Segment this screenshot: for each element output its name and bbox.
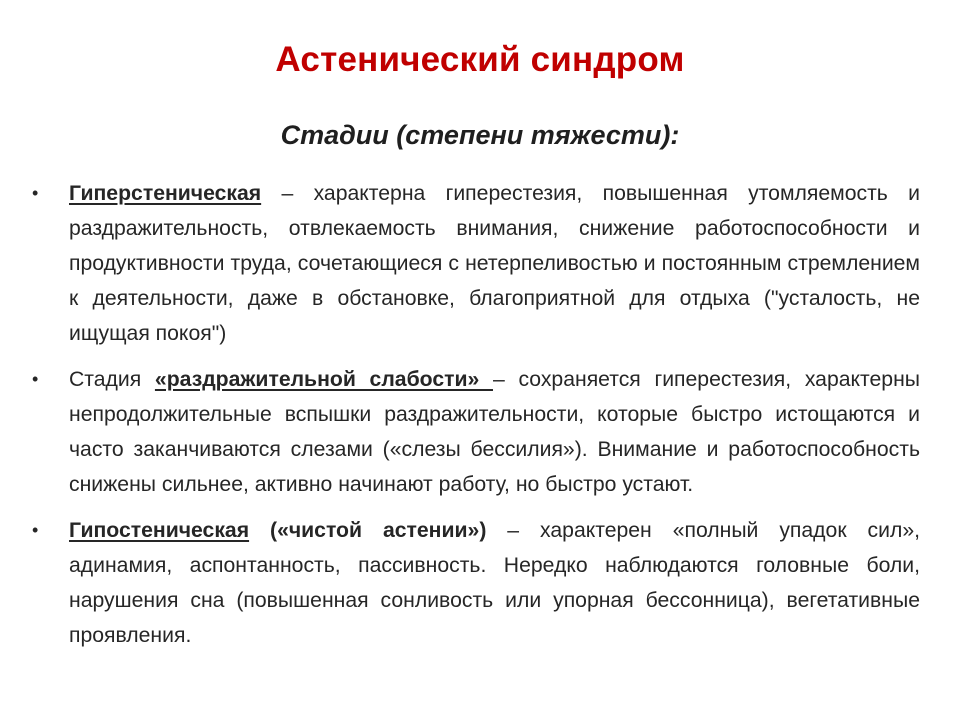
bullet-icon: • — [32, 520, 39, 540]
stage-description-hyposthenic: – характерен «полный упадок сил», адинамия, аспонтанность, пассивность. Нередко наблюдаются головные боли, нарушения сна (повышенная сонливость или упорная бессонница), вегетативные проявления. — [69, 519, 920, 647]
stage-term-extra-hyposthenic: («чистой астении») — [249, 519, 487, 542]
bullet-icon: • — [32, 183, 39, 203]
stage-term-irritable-weakness: «раздражительной слабости» — [154, 368, 493, 391]
list-item-irritable-weakness — [30, 362, 920, 502]
stage-description-hypersthenic: – характерна гиперестезия, повышенная утомляемость и раздражительность, отвлекаемость внимания, снижение работоспособности и продуктивности труда, сочетающиеся с нетерпеливостью и постоянным стремлением к деятельности, даже в обстановке, благоприятной для отдыха ("усталость, не ищущая покоя") — [69, 182, 920, 345]
stage-description-irritable-weakness: – сохраняется гиперестезия, характерны непродолжительные вспышки раздражительности, которые быстро истощаются и часто заканчиваются слезами («слезы бессилия»). Внимание и работоспособность снижены сильнее, активно начинают работу, но быстро устают. — [69, 368, 921, 496]
slide-title: Астенический синдром — [275, 40, 685, 79]
list-item-hypersthenic — [30, 176, 920, 351]
stages-list — [30, 176, 920, 664]
list-item-hyposthenic — [30, 513, 920, 653]
slide-subtitle: Стадии (степени тяжести): — [280, 120, 680, 150]
stage-lead: Стадия — [69, 368, 155, 391]
bullet-icon: • — [32, 369, 39, 389]
stage-term-hyposthenic: Гипостеническая — [69, 519, 250, 542]
stage-term-hypersthenic: Гиперстеническая — [69, 182, 262, 205]
